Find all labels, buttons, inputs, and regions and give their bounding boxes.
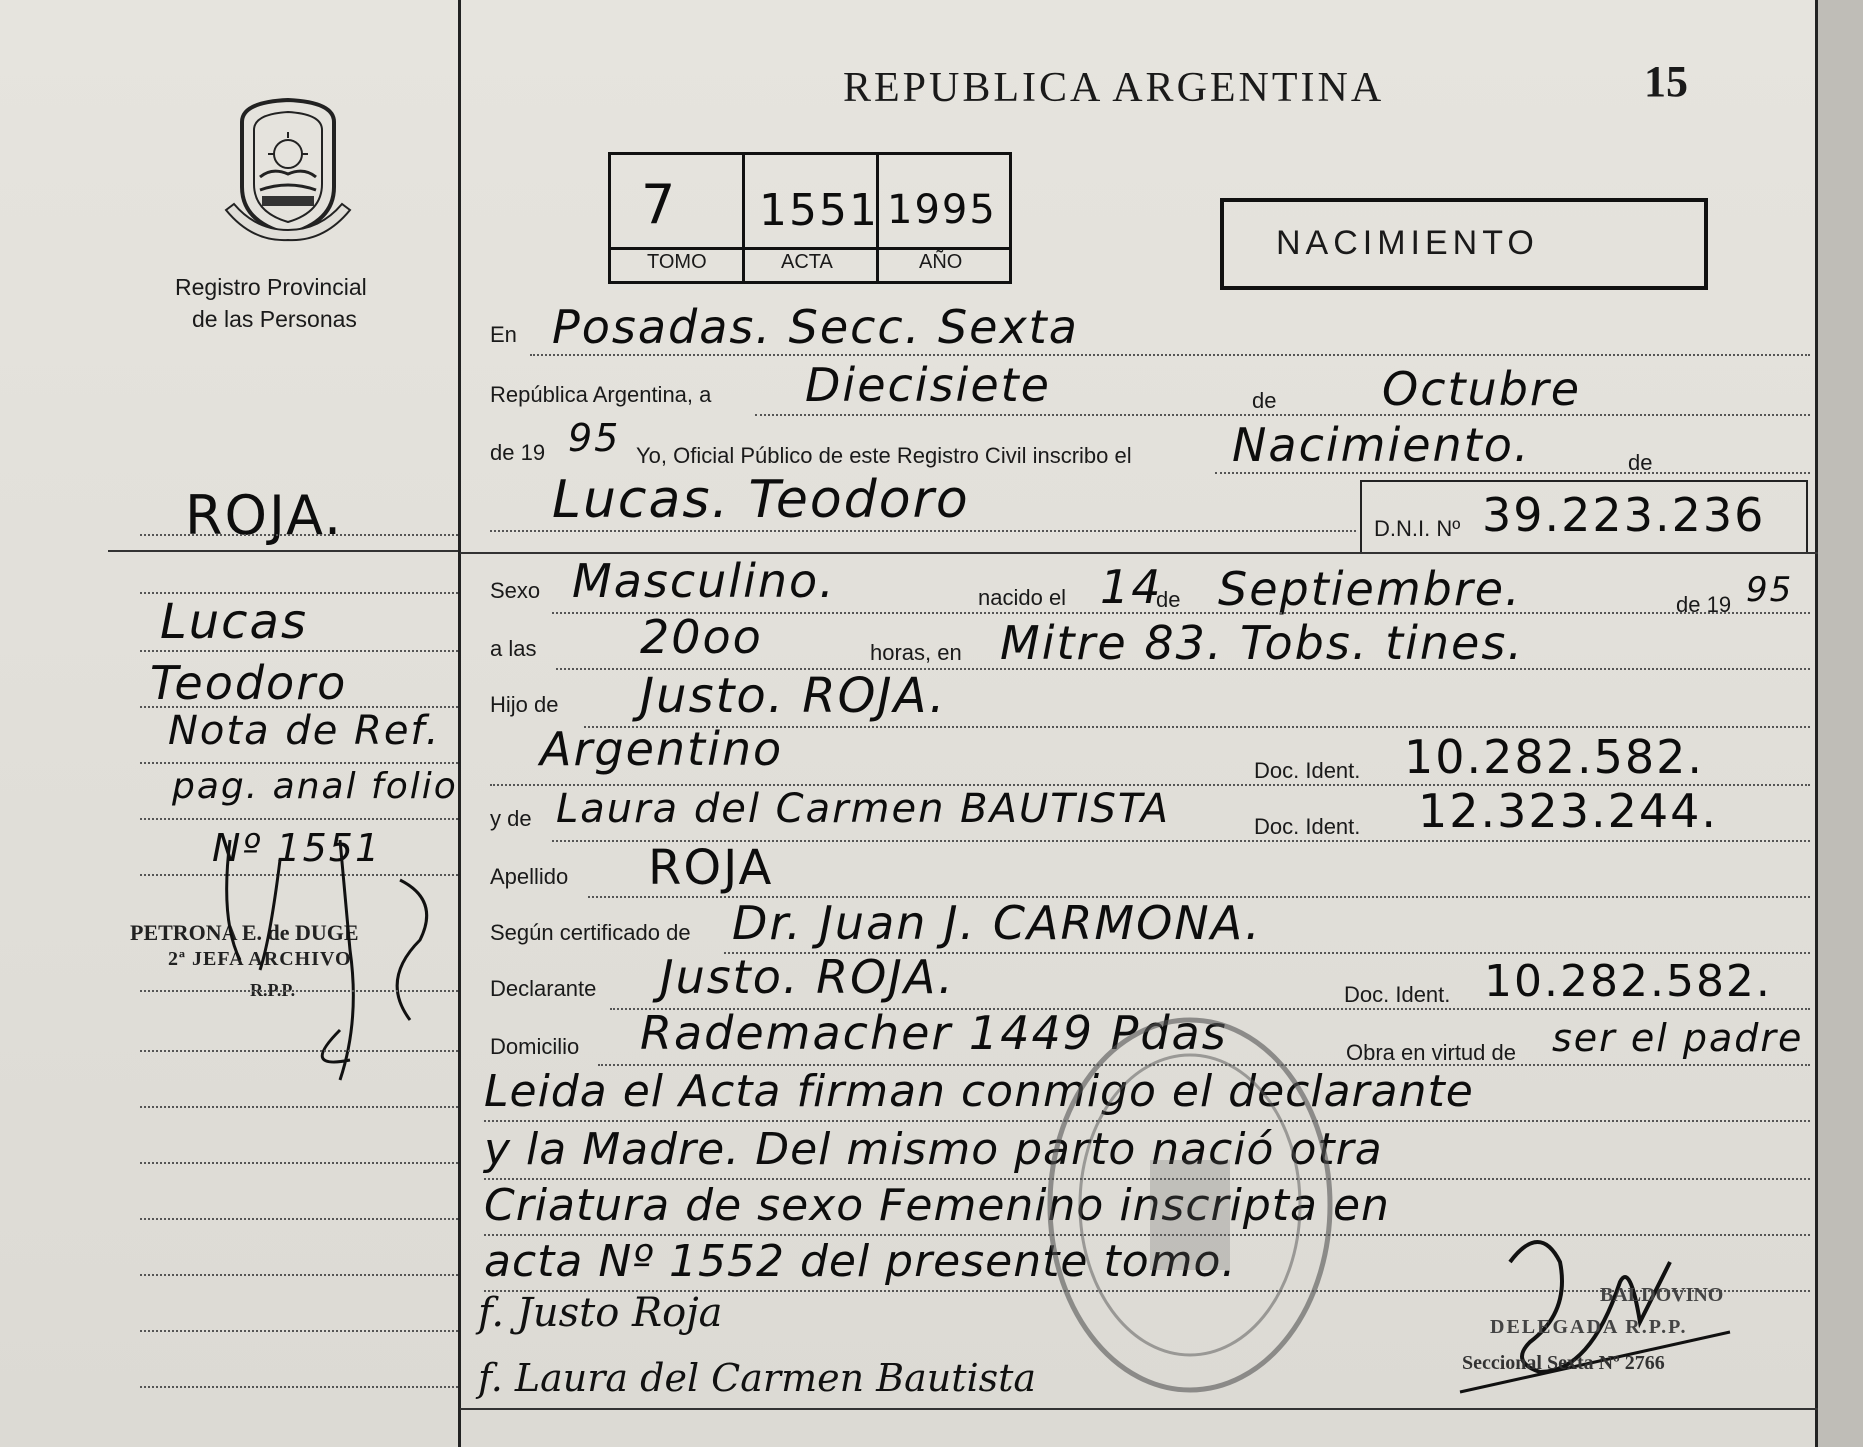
ano-value: 1995 [887, 187, 997, 233]
margin-stamp-3: R.P.P. [250, 980, 296, 1000]
margin-note-2: pag. anal folio [172, 766, 458, 807]
official-stamp-line2: DELEGADA R.P.P. [1490, 1316, 1688, 1338]
tomo-value: 7 [641, 173, 678, 236]
page-number: 15 [1644, 57, 1688, 106]
margin-line-13 [140, 1330, 458, 1332]
address-value: Rademacher 1449 Pdas [640, 1006, 1228, 1060]
bottom-border-line [460, 1408, 1818, 1410]
margin-stamp-1: PETRONA E. de DUGE [130, 920, 359, 945]
hijo-label: Hijo de [490, 692, 559, 717]
father-signature: f. Justo Roja [478, 1290, 723, 1336]
note-line-4: acta Nº 1552 del presente tomo. [484, 1236, 1237, 1287]
place-of-registration: Posadas. Secc. Sexta [552, 300, 1079, 354]
inscription-type: Nacimiento. [1232, 418, 1531, 472]
declarant-name: Justo. ROJA. [660, 950, 955, 1004]
official-stamp-line3: Seccional Sexta Nº 2766 [1462, 1352, 1665, 1374]
margin-note-1: Nota de Ref. [168, 708, 441, 754]
domicilio-label: Domicilio [490, 1034, 580, 1059]
page-edge [1818, 0, 1863, 1447]
margin-line-12 [140, 1274, 458, 1276]
acta-value: 1551 [759, 185, 879, 236]
note-line-3: Criatura de sexo Femenino inscripta en [484, 1180, 1390, 1231]
alas-label: a las [490, 636, 537, 661]
yde-label: y de [490, 806, 532, 831]
de-label-2: de [1628, 450, 1653, 475]
en-label: En [490, 322, 517, 347]
certificate-doctor: Dr. Juan J. CARMONA. [732, 896, 1262, 950]
margin-line-0 [140, 534, 458, 536]
margin-given-2: Teodoro [150, 656, 348, 710]
birth-hour: 20oo [640, 610, 763, 664]
note-line-1: Leida el Acta firman conmigo el declarante [484, 1066, 1474, 1117]
republica-label: República Argentina, a [490, 382, 712, 407]
registration-day: Diecisiete [805, 358, 1051, 412]
year-prefix-label: de 19 [490, 440, 546, 465]
father-nationality: Argentino [540, 722, 784, 776]
child-given-names: Lucas. Teodoro [552, 470, 970, 530]
birth-month: Septiembre. [1218, 562, 1522, 616]
obra-value: ser el padre [1552, 1016, 1804, 1060]
margin-separator [108, 550, 458, 552]
note-line-2: y la Madre. Del mismo parto nació otra [484, 1124, 1383, 1175]
dni-value: 39.223.236 [1482, 488, 1766, 542]
birth-place: Mitre 83. Tobs. tines. [1000, 616, 1524, 670]
line-date [755, 414, 1810, 416]
declarante-label: Declarante [490, 976, 597, 1001]
sex-value: Masculino. [572, 554, 836, 608]
margin-line-9 [140, 1106, 458, 1108]
doc-ident-label-2: Doc. Ident. [1254, 814, 1361, 839]
birth-day: 14 [1100, 560, 1163, 614]
margin-stamp-2: 2ª JEFA ARCHIVO [168, 948, 352, 970]
province-seal-icon [222, 92, 354, 242]
record-id-box [608, 152, 1012, 284]
registration-month: Octubre [1382, 362, 1582, 416]
de-19-label: de 19 [1676, 592, 1732, 617]
margin-line-11 [140, 1218, 458, 1220]
official-signature-icon [1450, 1222, 1750, 1402]
margin-line-4 [140, 762, 458, 764]
margin-divider [458, 0, 461, 1447]
registry-round-stamp [1040, 1010, 1340, 1400]
line-name [490, 530, 1356, 532]
obra-label: Obra en virtud de [1346, 1040, 1516, 1065]
registry-name-line2: de las Personas [192, 306, 357, 332]
ano-label: AÑO [919, 251, 963, 273]
de-label-3: de [1156, 587, 1181, 612]
sexo-label: Sexo [490, 578, 541, 603]
doc-ident-label: Doc. Ident. [1254, 758, 1361, 783]
dni-box [1360, 480, 1808, 554]
line-en [530, 354, 1810, 356]
doc-ident-label-3: Doc. Ident. [1344, 982, 1451, 1007]
father-doc: 10.282.582. [1404, 730, 1704, 784]
act-type-title: NACIMIENTO [1276, 224, 1539, 262]
country-heading: REPUBLICA ARGENTINA [843, 65, 1385, 111]
margin-line-14 [140, 1386, 458, 1388]
act-type-box [1220, 198, 1708, 290]
margin-given-1: Lucas [160, 594, 308, 650]
margin-note-3: Nº 1551 [212, 826, 382, 870]
mother-signature: f. Laura del Carmen Bautista [478, 1356, 1037, 1400]
acta-label: ACTA [781, 251, 833, 273]
margin-line-7 [140, 990, 458, 992]
birth-year: 95 [1746, 570, 1794, 610]
right-border-line [1815, 0, 1818, 1447]
line-inscribe [1215, 472, 1810, 474]
father-name: Justo. ROJA. [640, 668, 947, 724]
apellido-label: Apellido [490, 864, 569, 889]
margin-surname: ROJA. [185, 484, 344, 547]
nacido-label: nacido el [978, 585, 1067, 610]
registry-name-line1: Registro Provincial [175, 274, 367, 300]
de-label: de [1252, 388, 1277, 413]
yo-oficial-label: Yo, Oficial Público de este Registro Civil inscribo el [636, 443, 1132, 468]
margin-line-10 [140, 1162, 458, 1164]
tomo-label: TOMO [647, 251, 707, 273]
margin-line-8 [140, 1050, 458, 1052]
horas-label: horas, en [870, 640, 962, 665]
dni-label: D.N.I. Nº [1374, 516, 1461, 541]
surname-value: ROJA [648, 840, 774, 896]
segun-label: Según certificado de [490, 920, 691, 945]
official-stamp-line1: BALDOVINO [1600, 1284, 1724, 1306]
mother-name: Laura del Carmen BAUTISTA [556, 786, 1171, 832]
registration-year: 95 [568, 416, 621, 460]
margin-line-2 [140, 650, 458, 652]
mother-doc: 12.323.244. [1418, 784, 1718, 838]
declarant-doc: 10.282.582. [1484, 956, 1772, 1007]
margin-signature-icon [200, 820, 460, 1120]
